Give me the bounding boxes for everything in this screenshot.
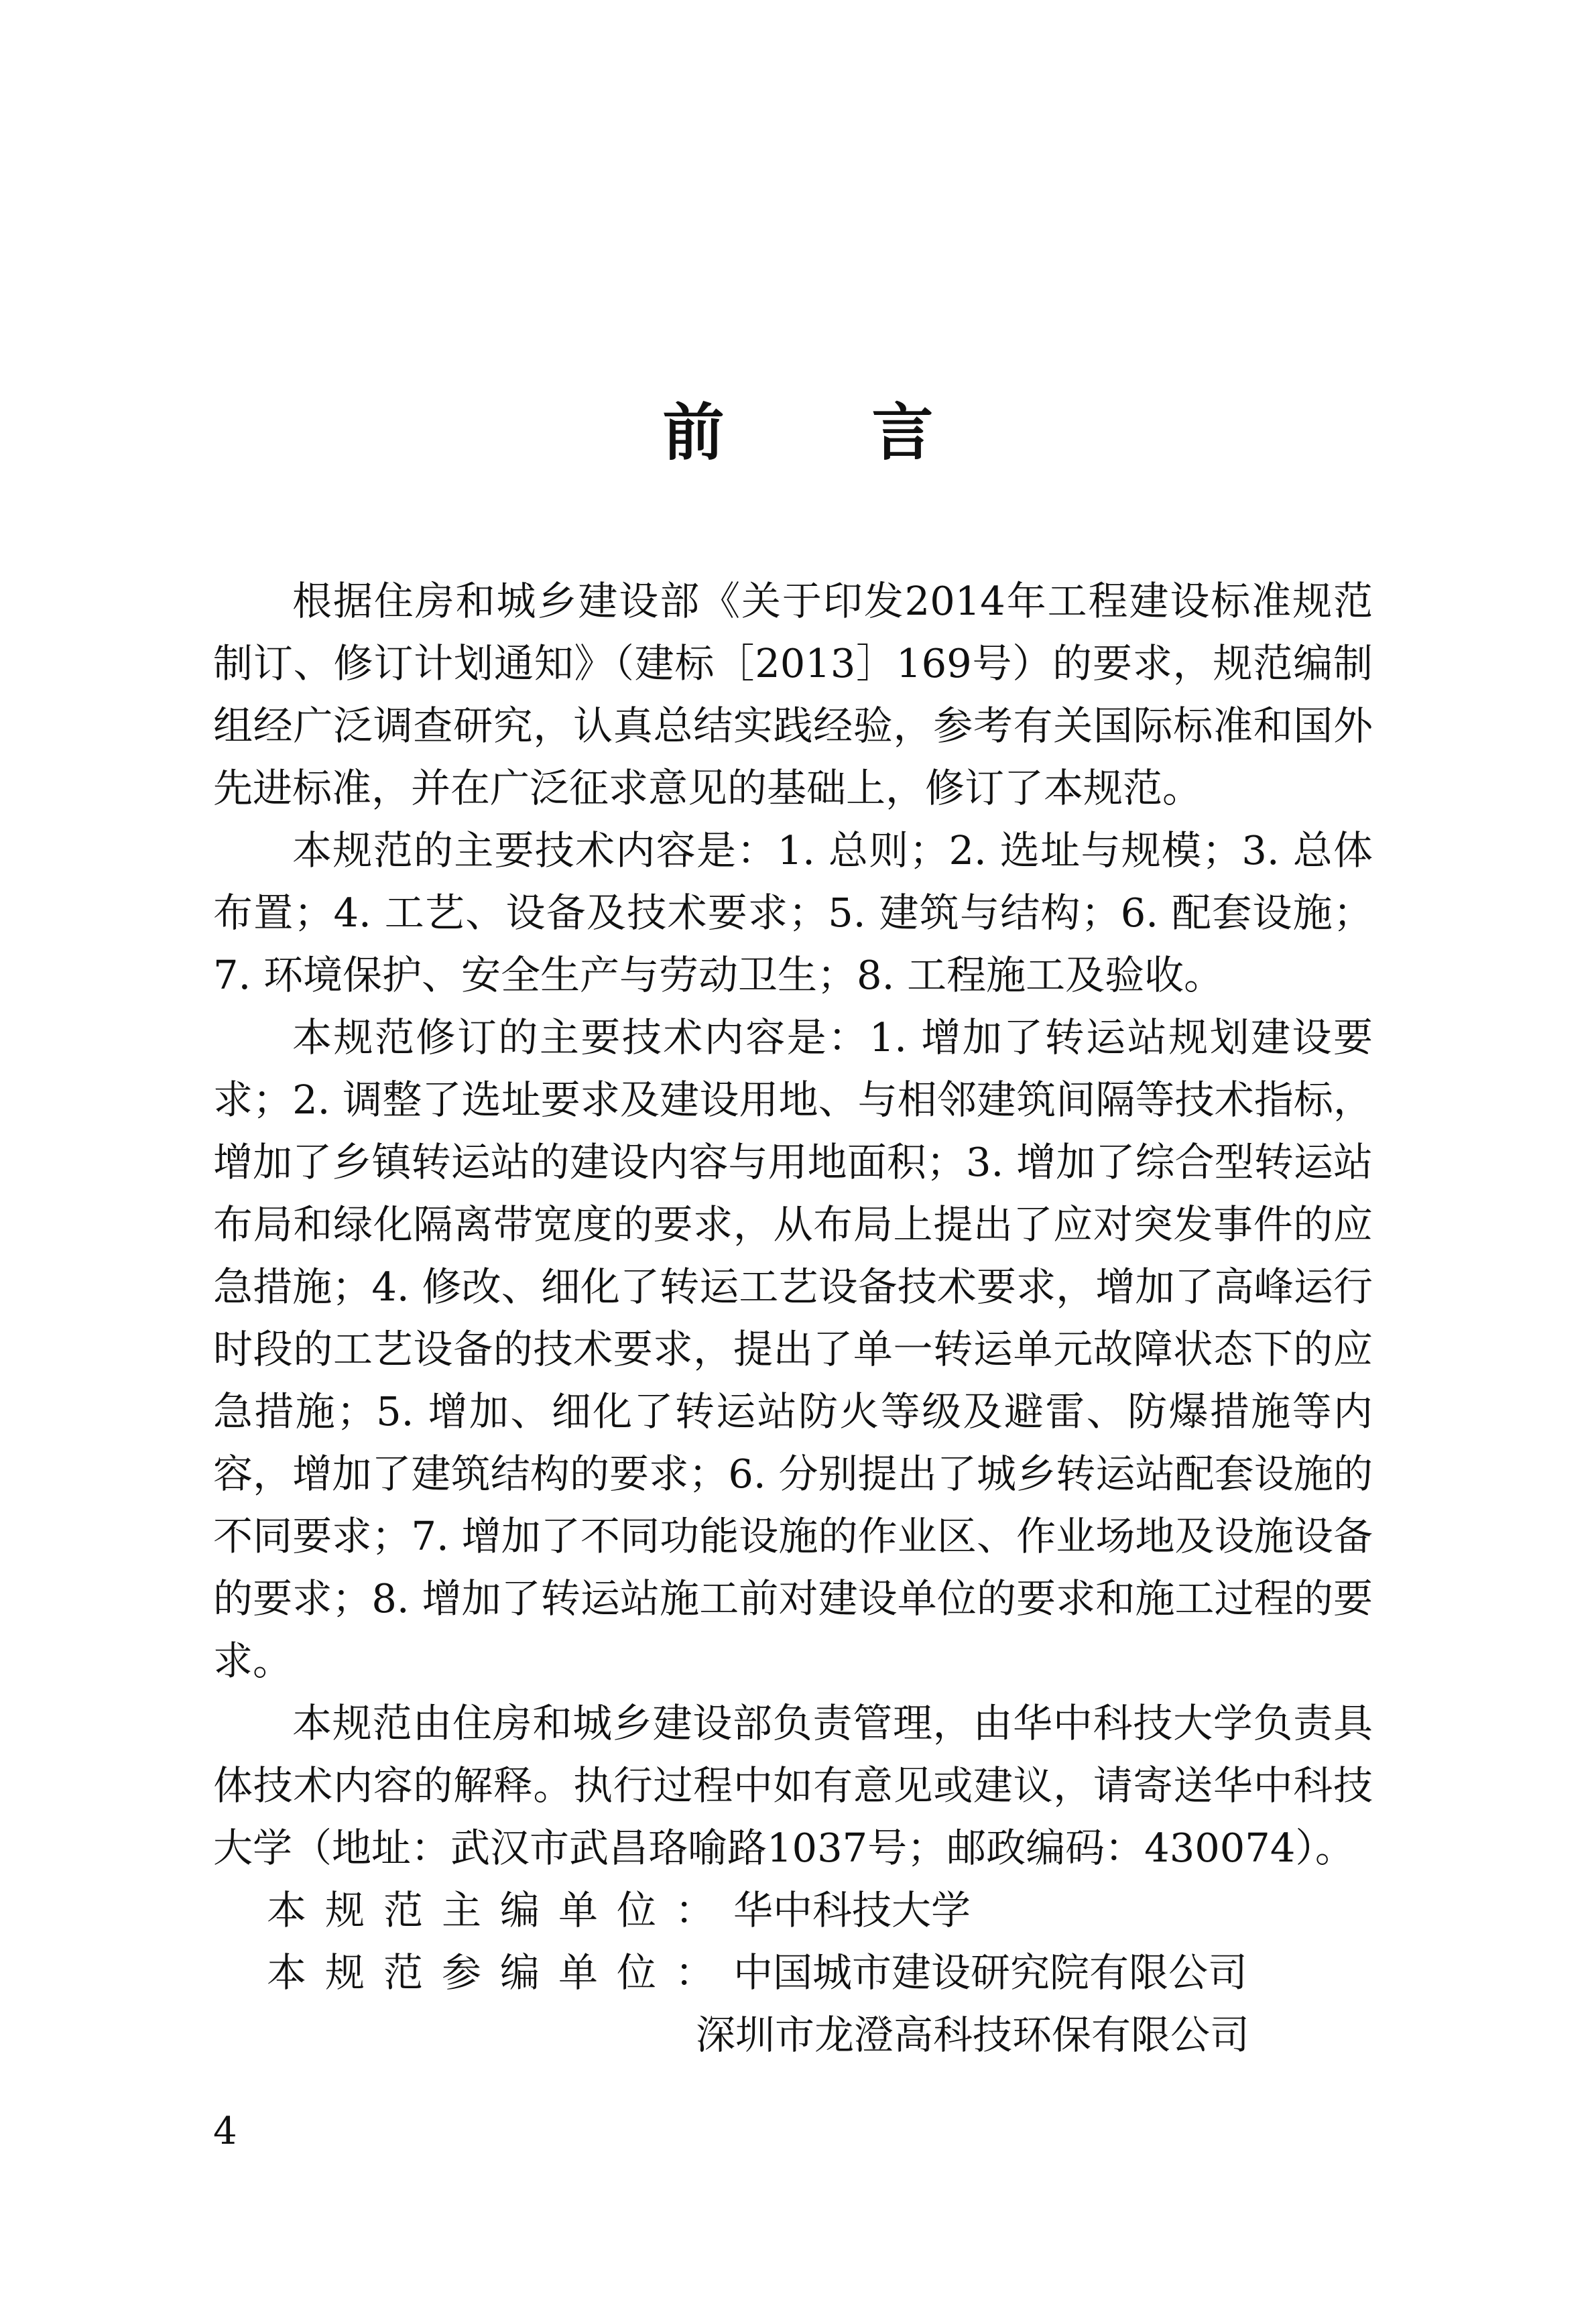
chief-editor-unit-line <box>213 1879 1373 1941</box>
preface-body <box>213 570 1373 2066</box>
chief-editor-unit-value: 华中科技大学 <box>733 1887 971 1933</box>
paragraph-revision-content: 本规范修订的主要技术内容是：1. 增加了转运站规划建设要求；2. 调整了选址要求及建设用地、与相邻建筑间隔等技术指标，增加了乡镇转运站的建设内容与用地面积；3. 增加了综合型转运站布局和绿化隔离带宽度的要求，从布局上提出了应对突发事件的应急措施；4. 修改、细化了转运工艺设备技术要求，增加了高峰运行时段的工艺设备的技术要求，提出了单一转运单元故障状态下的应急措施；5. 增加、细化了转运站防火等级及避雷、防爆措施等内容，增加了建筑结构的要求；6. 分别提出了城乡转运站配套设施的不同要求；7. 增加了不同功能设施的作业区、作业场地及设施设备的要求；8. 增加了转运站施工前对建设单位的要求和施工过程的要求。 <box>213 1014 1373 1684</box>
title-char-1: 前 <box>662 396 725 469</box>
page-title <box>0 392 1596 473</box>
page-number: 4 <box>213 2110 237 2153</box>
paragraph-basis: 根据住房和城乡建设部《关于印发2014年工程建设标准规范制订、修订计划通知》（建标［2013］169号）的要求，规范编制组经广泛调查研究，认真总结实践经验，参考有关国际标准和国外先进标准，并在广泛征求意见的基础上，修订了本规范。 <box>213 578 1373 811</box>
chief-editor-unit-label: 本规范主编单位： <box>267 1887 734 1933</box>
participating-unit-line <box>213 1941 1373 2004</box>
participating-unit-line-2 <box>213 2004 1373 2066</box>
participating-unit-value-2: 深圳市龙澄高科技环保有限公司 <box>696 2012 1250 2058</box>
participating-unit-label: 本规范参编单位： <box>267 1949 734 1996</box>
title-char-2: 言 <box>871 396 934 469</box>
paragraph-management: 本规范由住房和城乡建设部负责管理，由华中科技大学负责具体技术内容的解释。执行过程中如有意见或建议，请寄送华中科技大学（地址：武汉市武昌珞喻路1037号；邮政编码：430074）。 <box>213 1700 1373 1871</box>
participating-unit-value-1: 中国城市建设研究院有限公司 <box>733 1949 1248 1996</box>
paragraph-main-content: 本规范的主要技术内容是：1. 总则；2. 选址与规模；3. 总体布置；4. 工艺、设备及技术要求；5. 建筑与结构；6. 配套设施；7. 环境保护、安全生产与劳动卫生；8. 工程施工及验收。 <box>213 827 1373 998</box>
